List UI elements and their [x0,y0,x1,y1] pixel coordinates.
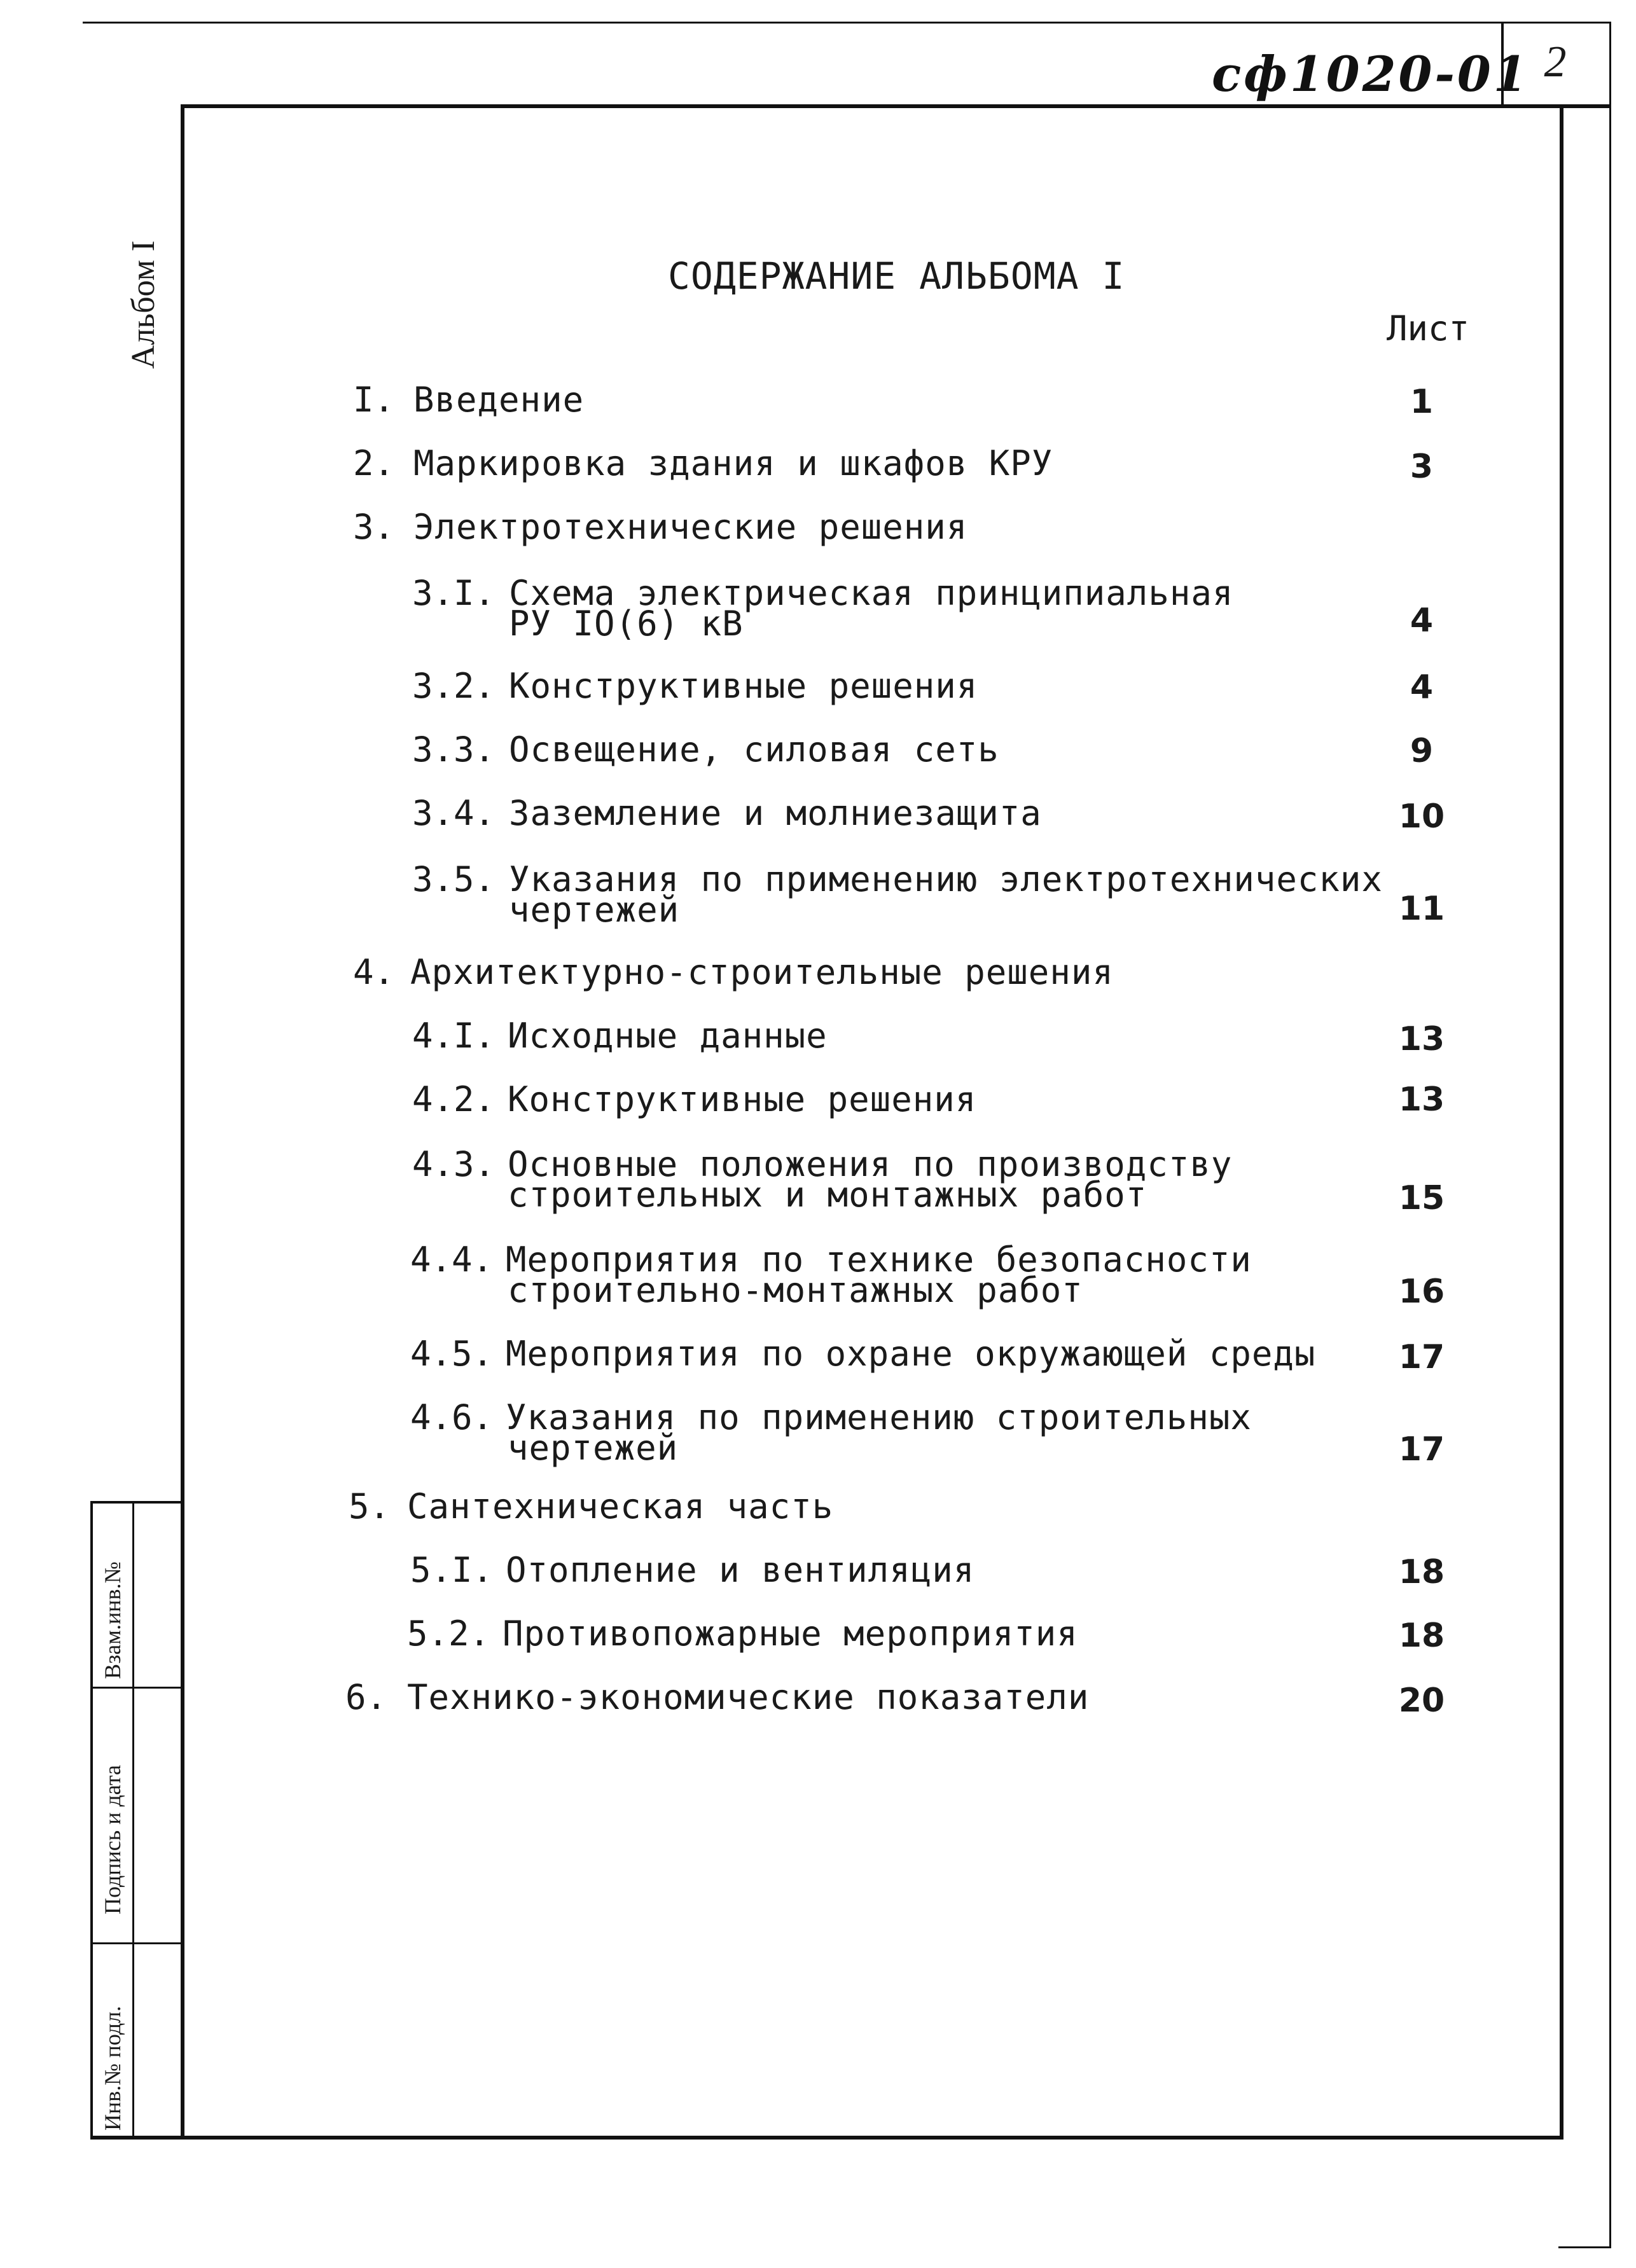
frame-top [183,104,1611,108]
frame-right-inner [1560,104,1563,2140]
stamp-original-inv: Инв.№ подл. [100,2005,125,2131]
document-code: сф1020-01 [1212,46,1530,102]
stamp-border-top [90,1501,184,1504]
stamp-replace-inv: Взам.инв.№ [100,1561,125,1679]
stamp-border-left [90,1501,93,2138]
sheet-number: 2 [1544,38,1567,86]
outer-frame-bottom [1558,2246,1611,2248]
outer-frame-top [83,22,1609,24]
outer-frame-right [1609,22,1611,2248]
stamp-divider-1 [90,1687,184,1689]
stamp-divider-2 [90,1942,184,1944]
stamp-border-mid [132,1501,134,2138]
stamp-signature-date: Подпись и дата [100,1765,125,1914]
sheet-column-header: Лист [1387,308,1470,349]
frame-left [181,104,184,2140]
toc-title: СОДЕРЖАНИЕ АЛЬБОМА I [668,254,1125,298]
album-label: Альбом I [125,240,162,369]
frame-bottom [90,2136,1563,2140]
